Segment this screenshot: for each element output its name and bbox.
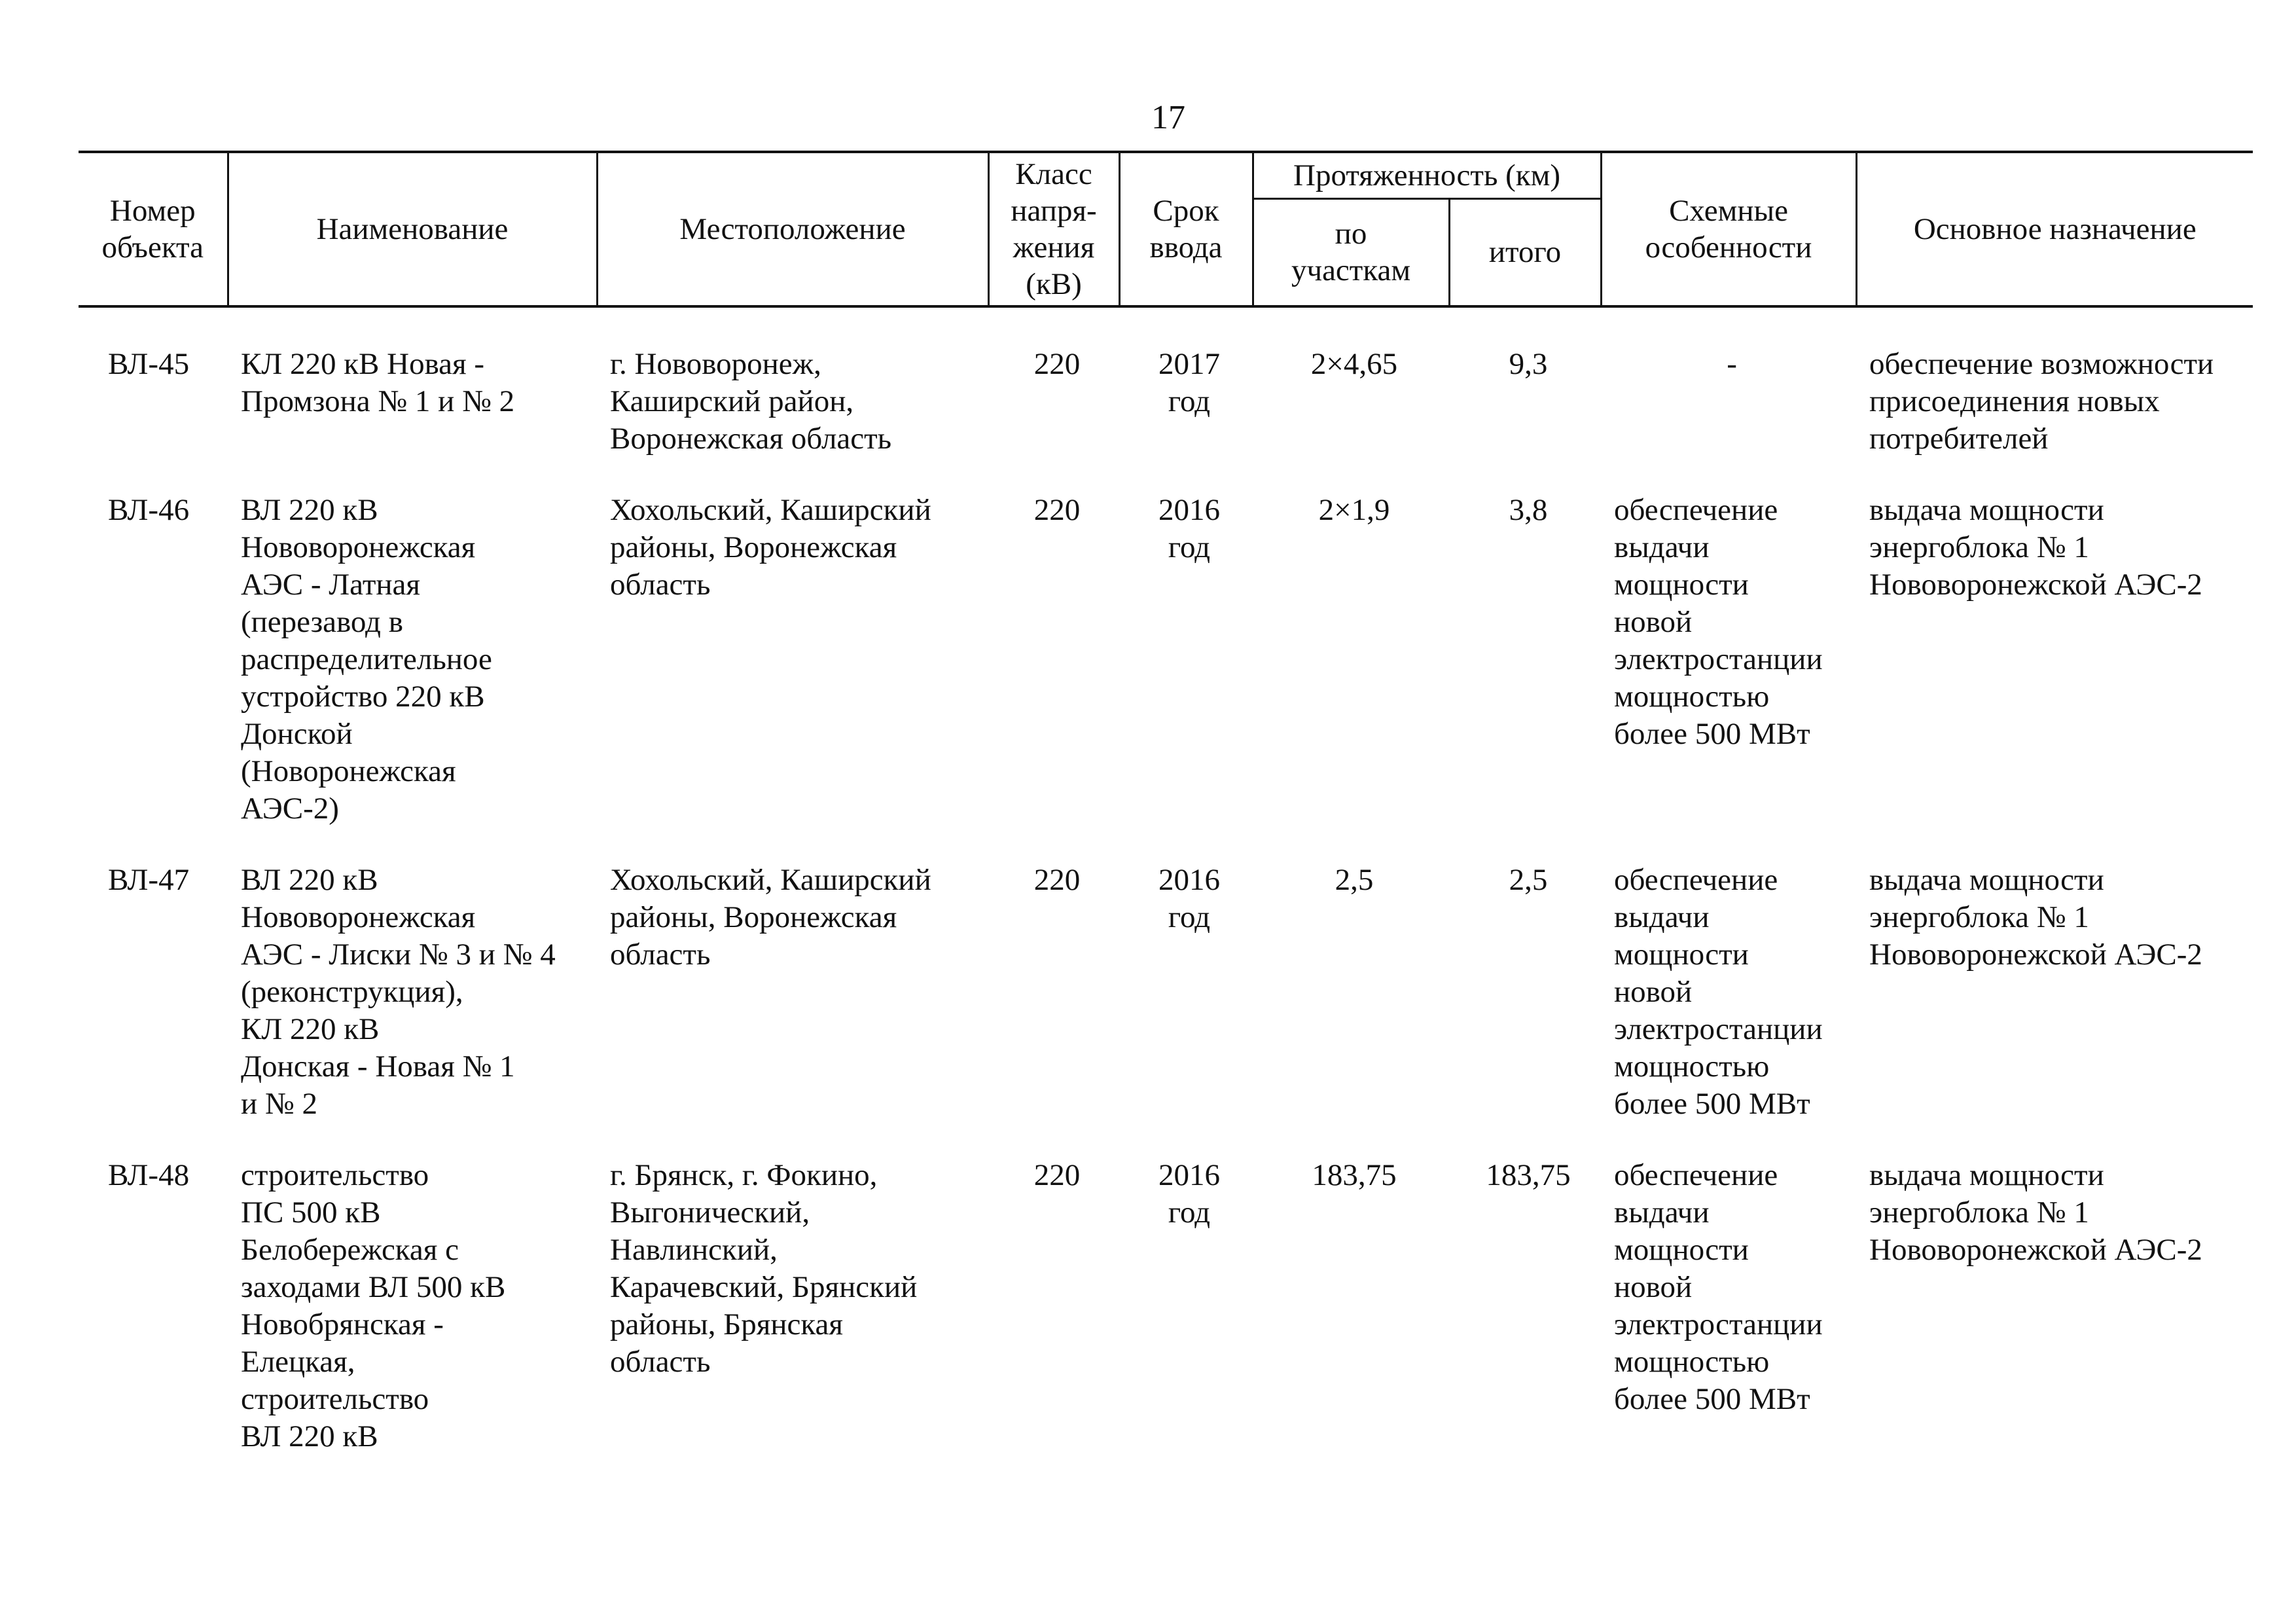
header-num: Номер объекта <box>79 152 228 306</box>
cell-num: ВЛ-48 <box>108 1158 190 1192</box>
cell-date: 2017 год <box>1158 347 1220 418</box>
header-voltage: Класс напря- жения (кВ) <box>988 152 1119 306</box>
header-length-parts: по участкам <box>1253 198 1449 306</box>
cell-length-total: 2,5 <box>1509 863 1548 897</box>
header-name: Наименование <box>228 152 597 306</box>
cell-voltage: 220 <box>1033 1158 1081 1192</box>
cell-location: Хохольский, Каширский районы, Воронежская область <box>610 863 931 972</box>
cell-location: г. Брянск, г. Фокино, Выгоничеcкий, Навлинский, Карачевский, Брянский районы, Брянская область <box>610 1158 918 1379</box>
cell-purpose: выдача мощности энергоблока № 1 Нововоронежской АЭС-2 <box>1869 863 2202 972</box>
header-date: Срок ввода <box>1119 152 1253 306</box>
page-number: 17 <box>1151 99 1185 136</box>
cell-length-total: 183,75 <box>1486 1158 1571 1192</box>
header-length-group: Протяженность (км) <box>1253 152 1601 198</box>
cell-date: 2016 год <box>1158 493 1220 564</box>
cell-name: КЛ 220 кВ Новая - Промзона № 1 и № 2 <box>241 347 515 418</box>
cell-purpose: обеспечение возможности присоединения новых потребителей <box>1869 347 2214 456</box>
table-row <box>79 306 2253 492</box>
cell-voltage: 220 <box>1033 863 1081 897</box>
cell-location: Хохольский, Каширский районы, Воронежская область <box>610 493 931 602</box>
cell-voltage: 220 <box>1033 347 1081 381</box>
cell-date: 2016 год <box>1158 1158 1220 1230</box>
cell-length-total: 9,3 <box>1509 347 1548 381</box>
cell-num: ВЛ-47 <box>108 863 190 897</box>
table-body <box>79 306 2253 1489</box>
cell-length-parts: 2×4,65 <box>1310 347 1398 381</box>
cell-num: ВЛ-45 <box>108 347 190 381</box>
table-row <box>79 492 2253 862</box>
cell-name: ВЛ 220 кВ Нововоронежская АЭС - Лиски № 3 и № 4 (реконструкция), КЛ 220 кВ Донская - Новая № 1 и № 2 <box>241 863 556 1121</box>
header-features: Схемные особенности <box>1601 152 1856 306</box>
cell-voltage: 220 <box>1033 493 1081 527</box>
cell-length-parts: 2,5 <box>1335 863 1374 897</box>
table-row <box>79 1157 2253 1489</box>
cell-length-total: 3,8 <box>1509 493 1548 527</box>
cell-num: ВЛ-46 <box>108 493 190 527</box>
objects-table <box>79 151 2253 1489</box>
objects-table-container <box>79 151 2253 1489</box>
cell-length-parts: 2×1,9 <box>1318 493 1390 527</box>
cell-features: обеспечение выдачи мощности новой электростанции мощностью более 500 МВт <box>1614 493 1823 751</box>
cell-name: ВЛ 220 кВ Нововоронежская АЭС - Латная (перезавод в распределительное устройство 220 кВ Донской (Новоронежская АЭС-2) <box>241 493 492 826</box>
cell-location: г. Нововоронеж, Каширский район, Воронежская область <box>610 347 892 456</box>
table-row <box>79 862 2253 1157</box>
cell-features: обеспечение выдачи мощности новой электростанции мощностью более 500 МВт <box>1614 863 1823 1121</box>
header-location: Местоположение <box>597 152 988 306</box>
cell-features: - <box>1727 347 1737 381</box>
header-purpose: Основное назначение <box>1856 152 2253 306</box>
cell-name: строительство ПС 500 кВ Белобережская с заходами ВЛ 500 кВ Новобрянская - Елецкая, строительство ВЛ 220 кВ <box>241 1158 506 1453</box>
header-length-total: итого <box>1449 198 1601 306</box>
cell-purpose: выдача мощности энергоблока № 1 Нововоронежской АЭС-2 <box>1869 493 2202 602</box>
cell-length-parts: 183,75 <box>1312 1158 1397 1192</box>
cell-purpose: выдача мощности энергоблока № 1 Нововоронежской АЭС-2 <box>1869 1158 2202 1267</box>
table-header <box>79 152 2253 306</box>
cell-features: обеспечение выдачи мощности новой электростанции мощностью более 500 МВт <box>1614 1158 1823 1416</box>
cell-date: 2016 год <box>1158 863 1220 934</box>
